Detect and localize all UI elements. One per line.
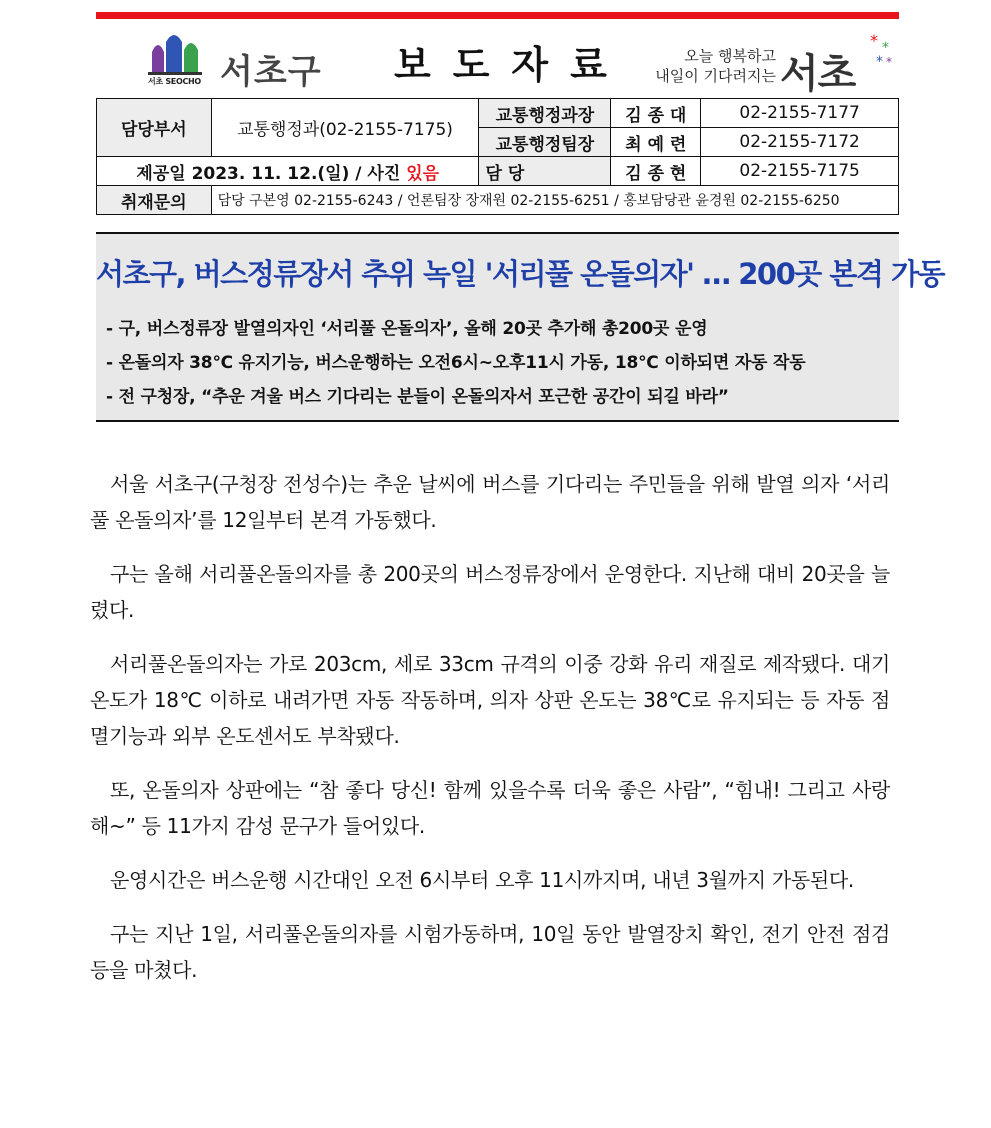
document-title: 보도자료 xyxy=(394,43,629,87)
press-header xyxy=(96,22,899,97)
release-date xyxy=(97,157,479,186)
list-item: - 온돌의자 38℃ 유지기능, 버스운행하는 오전6시~오후11시 가동, 18℃ 이하되면 자동 작동 xyxy=(106,353,806,373)
logo-subtext: 서초 SEOCHO xyxy=(148,77,201,86)
paragraph: 구는 올해 서리풀온돌의자를 총 200곳의 버스정류장에서 운영한다. 지난해 대비 20곳을 늘렸다. xyxy=(90,562,890,622)
contact-name: 최 예 련 xyxy=(611,128,701,157)
seocho-logo xyxy=(144,32,324,92)
top-red-bar xyxy=(96,12,899,19)
table-row xyxy=(97,157,899,186)
date-text: 제공일 2023. 11. 12.(일) / 사진 xyxy=(136,163,407,184)
article-body xyxy=(90,466,890,1006)
contact-role: 담당 xyxy=(479,157,611,186)
slogan-line-2: 내일이 기다려지는 xyxy=(655,67,776,85)
paragraph: 운영시간은 버스운행 시간대인 오전 6시부터 오후 11시까지며, 내년 3월까지 가동된다. xyxy=(110,868,854,892)
inquiry-label: 취재문의 xyxy=(97,186,212,215)
list-item: - 전 구청장, “추운 겨울 버스 기다리는 분들이 온돌의자서 포근한 공간이 되길 바라” xyxy=(106,387,729,407)
contact-phone: 02-2155-7177 xyxy=(701,99,899,128)
contact-phone: 02-2155-7172 xyxy=(701,128,899,157)
contact-phone: 02-2155-7175 xyxy=(701,157,899,186)
brand-slogan xyxy=(644,46,776,86)
logo-name: 서초구 xyxy=(220,52,322,92)
svg-text:*: * xyxy=(876,54,883,70)
brand-name: 서초 xyxy=(780,51,856,97)
paragraph: 서리풀온돌의자는 가로 203cm, 세로 33cm 규격의 이중 강화 유리 재질로 제작됐다. 대기 온도가 18℃ 이하로 내려가면 자동 작동하며, 의자 상판 온도는 38℃로 유지되는 등 자동 점멸기능과 외부 온도센서도 부착됐다. xyxy=(90,652,890,748)
contact-info-table xyxy=(96,98,899,215)
sparkle-stars-icon xyxy=(840,32,896,72)
headline-bullets xyxy=(106,312,891,414)
svg-text:*: * xyxy=(882,40,889,56)
dept-label: 담당부서 xyxy=(97,99,212,157)
inquiry-value: 담당 구본영 02-2155-6243 / 언론팀장 장재원 02-2155-6251 / 홍보담당관 윤경원 02-2155-6250 xyxy=(211,186,898,215)
list-item: - 구, 버스정류장 발열의자인 ‘서리풀 온돌의자’, 올해 20곳 추가해 총200곳 운영 xyxy=(106,319,708,339)
paragraph: 또, 온돌의자 상판에는 “참 좋다 당신! 함께 있을수록 더욱 좋은 사람”, “힘내! 그리고 사랑해~” 등 11가지 감성 문구가 들어있다. xyxy=(90,778,890,838)
seocho-brand-logo xyxy=(644,30,894,97)
table-row xyxy=(97,99,899,128)
table-row xyxy=(97,186,899,215)
svg-text:*: * xyxy=(886,55,892,69)
contact-name: 김 종 대 xyxy=(611,99,701,128)
headline-box xyxy=(96,232,945,422)
paragraph: 구는 지난 1일, 서리풀온돌의자를 시험가동하며, 10일 동안 발열장치 확인, 전기 안전 점검 등을 마쳤다. xyxy=(90,922,890,982)
contact-name: 김 종 현 xyxy=(611,157,701,186)
contact-role: 교통행정팀장 xyxy=(479,128,611,157)
headline-title: 서초구, 버스정류장서 추위 녹일 '서리풀 온돌의자' … 200곳 본격 가동 xyxy=(96,257,945,291)
seocho-emblem-icon xyxy=(144,32,214,76)
dept-value: 교통행정과(02-2155-7175) xyxy=(211,99,479,157)
photo-status: 있음 xyxy=(406,163,440,184)
slogan-line-1: 오늘 행복하고 xyxy=(684,47,776,65)
svg-text:*: * xyxy=(870,32,878,50)
paragraph: 서울 서초구(구청장 전성수)는 추운 날씨에 버스를 기다리는 주민들을 위해 발열 의자 ‘서리풀 온돌의자’를 12일부터 본격 가동했다. xyxy=(90,472,890,532)
contact-role: 교통행정과장 xyxy=(479,99,611,128)
